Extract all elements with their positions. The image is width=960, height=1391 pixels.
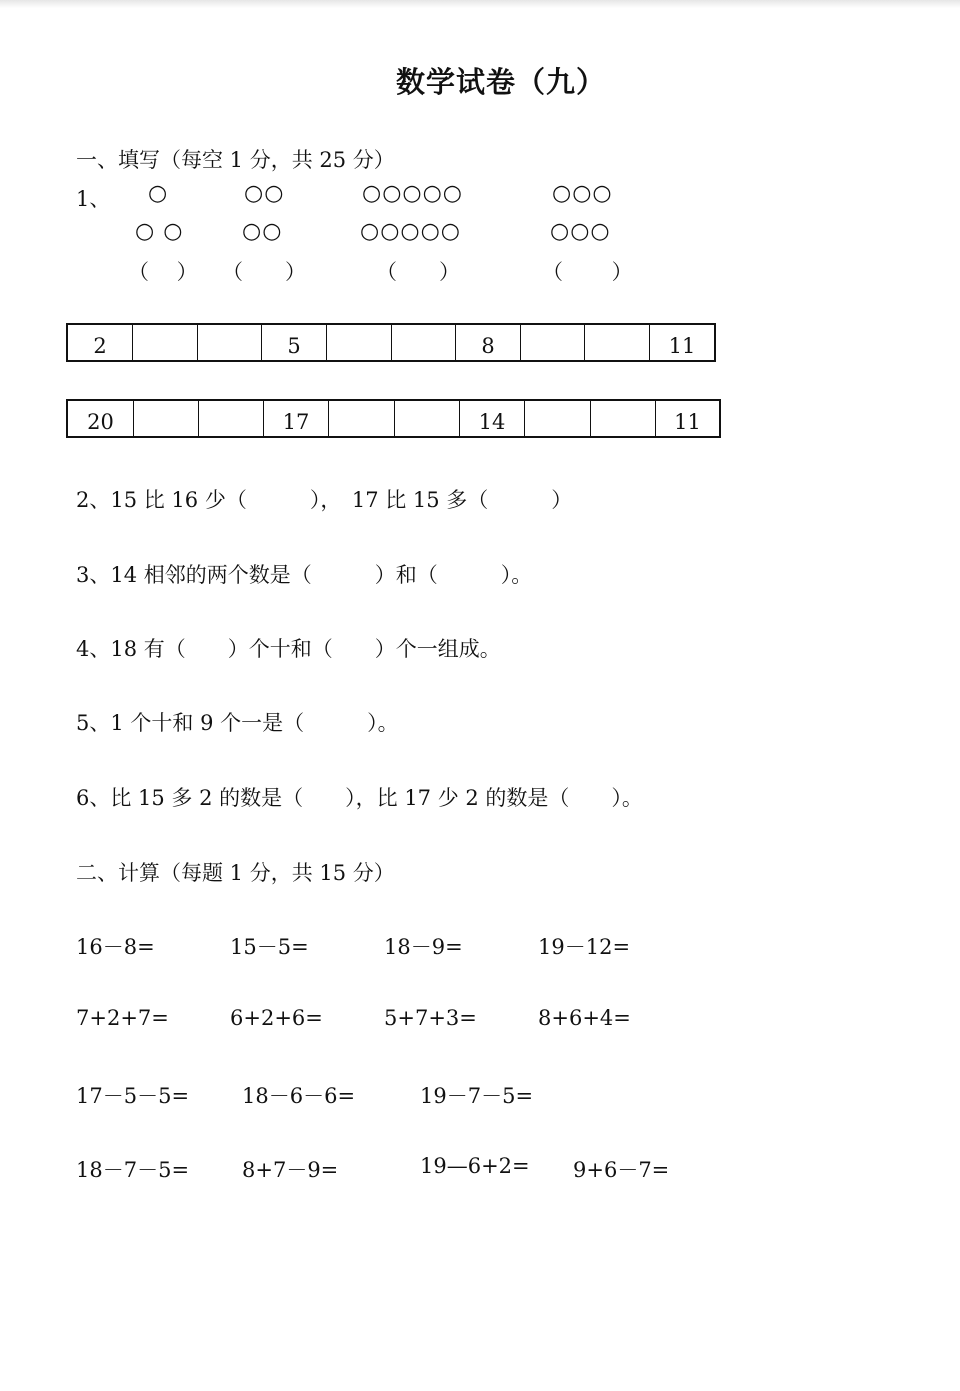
sequence-cell <box>591 401 656 436</box>
calc-item: 15－5= <box>230 935 309 959</box>
sequence-cell: 11 <box>674 410 701 434</box>
circle-group-2-top: ○○ <box>244 181 285 206</box>
sequence-cell <box>327 325 392 360</box>
sequence-cell <box>392 325 456 360</box>
section2-heading: 二、计算（每题 1 分，共 15 分） <box>76 861 395 885</box>
circle-group-1-blank: （ ） <box>128 260 198 284</box>
calc-item: 8+7－9= <box>242 1158 339 1182</box>
sequence-cell <box>199 401 264 436</box>
calc-item: 6+2+6= <box>230 1006 323 1030</box>
sequence-cell: 11 <box>668 334 696 358</box>
question-3: 3、14 相邻的两个数是（ ）和（ ）。 <box>76 563 533 587</box>
question-2: 2、15 比 16 少（ ）， 17 比 15 多（ ） <box>76 488 573 512</box>
sequence-cell: 14 <box>460 401 525 436</box>
calc-item: 17－5－5= <box>76 1084 190 1108</box>
sequence-cell <box>521 325 585 360</box>
calc-item: 19—6+2= <box>420 1154 530 1178</box>
calc-item: 7+2+7= <box>76 1006 169 1030</box>
page-top-edge <box>0 0 960 8</box>
sequence-cell <box>133 325 198 360</box>
sequence-cell <box>329 401 395 436</box>
circle-group-3-bottom: ○○○○○ <box>360 219 461 244</box>
circle-group-4-top: ○○○ <box>552 181 613 206</box>
sequence-cell: 20 <box>68 401 134 436</box>
calc-item: 19－12= <box>538 935 631 959</box>
circle-group-4-bottom: ○○○ <box>550 219 611 244</box>
question-5: 5、1 个十和 9 个一是（ ）。 <box>76 711 399 735</box>
sequence-cell: 5 <box>262 325 327 360</box>
question-4: 4、18 有（ ）个十和（ ）个一组成。 <box>76 637 501 661</box>
calc-item: 16－8= <box>76 935 155 959</box>
sequence-cell <box>585 325 650 360</box>
sequence-row-1 <box>66 323 716 362</box>
section1-heading: 一、填写（每空 1 分，共 25 分） <box>76 148 395 172</box>
circle-group-1-bottom: ○ ○ <box>135 219 184 244</box>
calc-item: 18－6－6= <box>242 1084 356 1108</box>
calc-item: 9+6－7= <box>573 1158 670 1182</box>
page-title: 数学试卷（九） <box>396 65 607 99</box>
calc-item: 19－7－5= <box>420 1084 534 1108</box>
circle-group-2-bottom: ○○ <box>242 219 283 244</box>
circle-group-4-blank: （ ） <box>542 260 633 284</box>
sequence-cell <box>198 325 262 360</box>
sequence-cell <box>134 401 199 436</box>
sequence-cell: 17 <box>264 401 329 436</box>
circle-group-3-blank: （ ） <box>376 260 460 284</box>
calc-item: 5+7+3= <box>384 1006 477 1030</box>
q1-label: 1、 <box>76 187 111 211</box>
sequence-cell <box>395 401 460 436</box>
circle-group-3-top: ○○○○○ <box>362 181 463 206</box>
sequence-row-2 <box>66 399 721 438</box>
sequence-cell <box>525 401 591 436</box>
circle-group-1-top: ○ <box>148 181 169 206</box>
question-6: 6、比 15 多 2 的数是（ ），比 17 少 2 的数是（ ）。 <box>76 786 643 810</box>
calc-item: 18－9= <box>384 935 463 959</box>
calc-item: 8+6+4= <box>538 1006 631 1030</box>
sequence-cell: 8 <box>456 325 521 360</box>
calc-item: 18－7－5= <box>76 1158 190 1182</box>
sequence-cell: 2 <box>68 325 133 360</box>
circle-group-2-blank: （ ） <box>222 260 306 284</box>
